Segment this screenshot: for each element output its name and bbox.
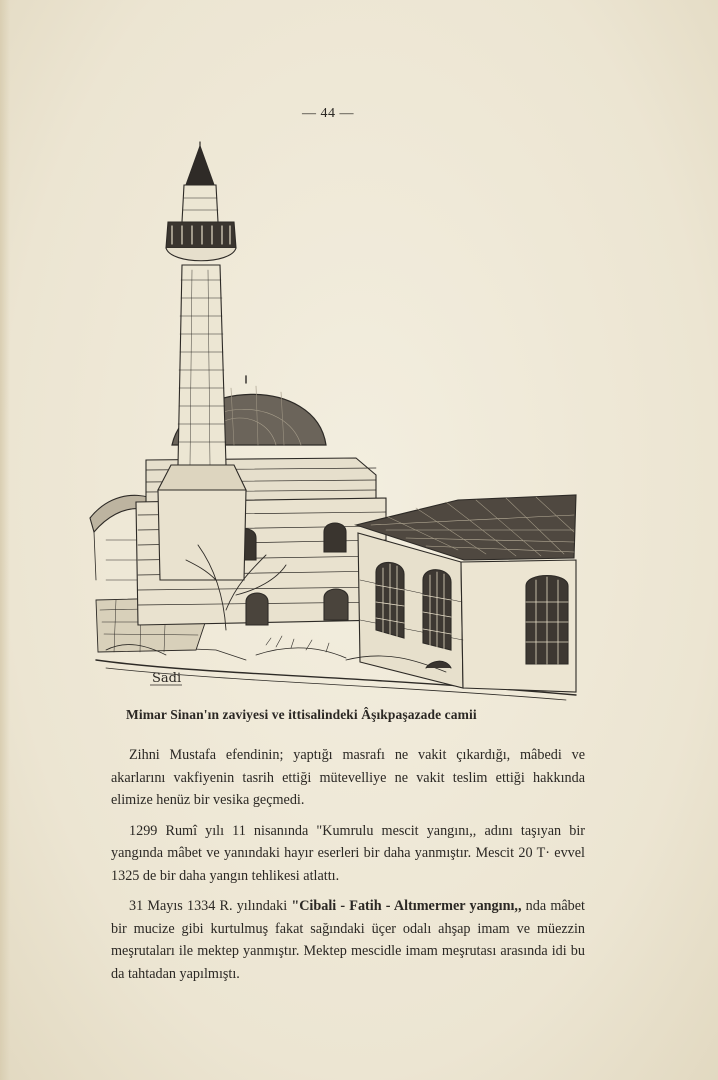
paragraph-3: [111, 895, 585, 985]
page-number: — 44 —: [302, 106, 354, 121]
figure-caption: Mimar Sinan'ın zaviyesi ve ittisalindeki Âşıkpaşazade camii: [126, 707, 477, 722]
paragraph-3-prefix: 31 Mayıs 1334 R. yılındaki: [129, 898, 292, 914]
page-edge-shadow: [0, 0, 10, 1080]
mosque-illustration: [86, 140, 586, 705]
paragraph-2: 1299 Rumî yılı 11 nisanında "Kumrulu mescit yangını,, adını taşıyan bir yangında mâbet ve yanındaki hayır eserleri bir daha yanmıştır. Mescit 20 T· evvel 1325 de bir daha yangın tehlikesi atlattı.: [111, 822, 585, 884]
artist-signature: Sadi: [152, 671, 182, 686]
body-text: [111, 744, 585, 993]
paragraph-3-suffix: nda mâbet bir mucize gibi kurtulmuş fakat sağındaki üçer odalı ahşap imam ve müezzin meşrutaları ile mektep yanmıştır. Mektep mescidle imam meşrutası arasında idi bu da tahtadan yapılmıştı.: [111, 898, 585, 982]
fire-name: "Cibali - Fatih - Altımermer yangını,,: [291, 898, 522, 914]
paragraph-1: Zihni Mustafa efendinin; yaptığı masrafı ne vakit çıkardığı, mâbedi ve akarlarını vakfiyenin tasrih ettiği mütevelliye ne vakit teslim ettiği hakkında elimize henüz bir vesika geçmedi.: [111, 747, 585, 808]
